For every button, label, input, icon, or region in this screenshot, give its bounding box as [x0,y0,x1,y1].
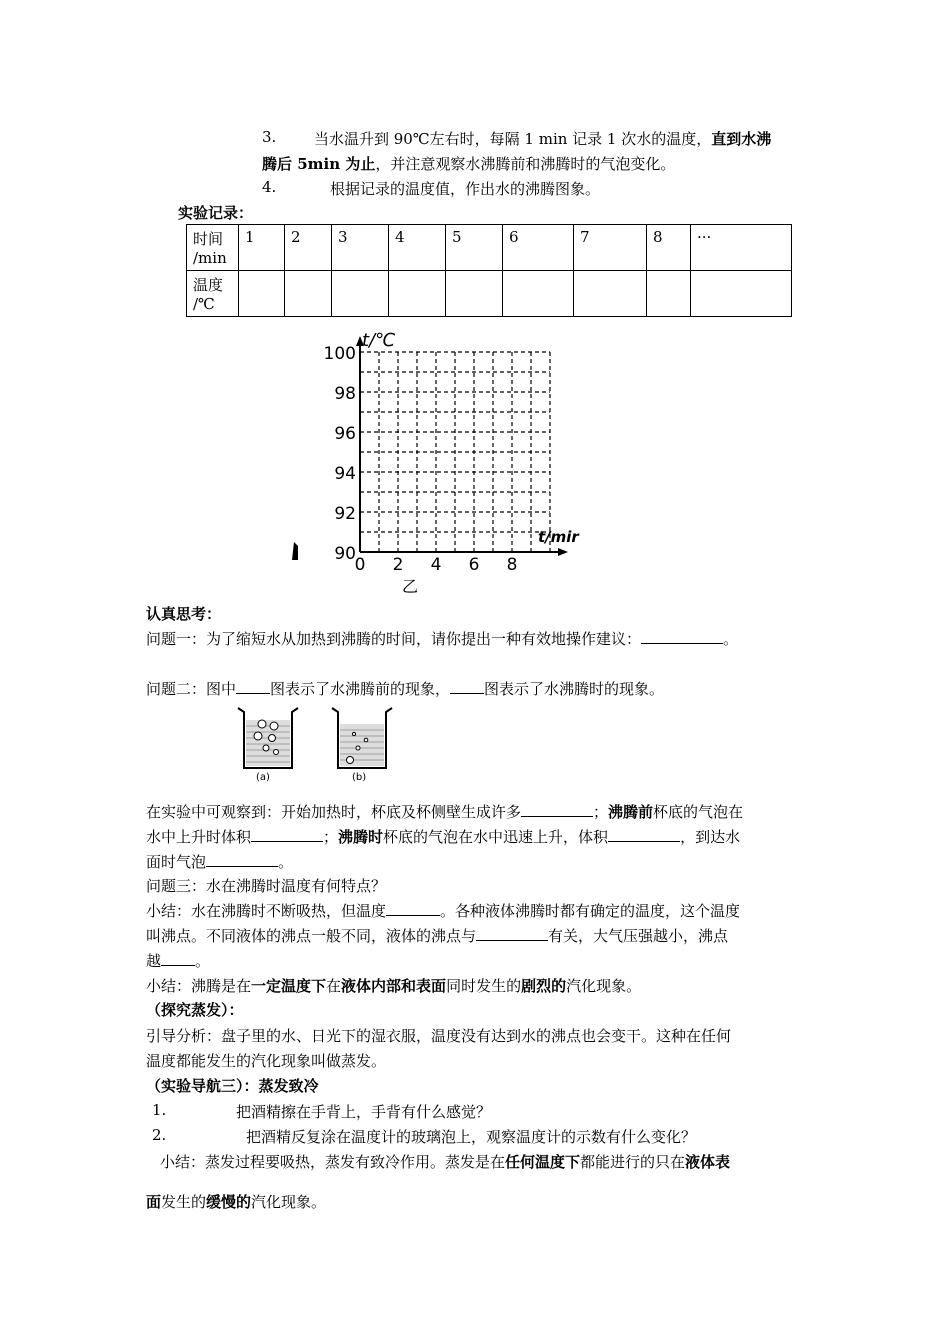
temp-cell[interactable] [446,271,503,317]
boiling-chart [290,330,590,602]
sum-bold: 液体内部和表面 [341,977,447,995]
chart-y-axis-label: t/℃ [362,330,396,351]
sum-bold: 缓慢的 [206,1193,252,1211]
sum-text: 小结：水在沸腾时不断吸热，但温度 [146,902,387,920]
y-tick-label: 90 [334,544,356,564]
sum-text: 都能进行的只在 [580,1153,686,1171]
obs-text: ，到达水 [680,828,741,846]
question-2 [146,679,664,699]
obs-sep: ； [593,803,609,821]
y-tick-label: 100 [323,344,356,364]
y-tick-label: 96 [334,424,356,444]
summary-line-2 [146,926,728,946]
step-3-line1 [314,128,771,149]
beaker-b-label: (b) [352,772,367,783]
answer-blank[interactable] [476,926,548,941]
temp-header-cell [187,271,239,317]
time-cell: 1 [239,225,285,271]
question-3: 问题三：水在沸腾时温度有何特点？ [146,877,387,895]
summary-line-4 [146,976,641,996]
time-header-cell [187,225,239,271]
item-2-text: 把酒精反复涂在温度计的玻璃泡上，观察温度计的示数有什么变化？ [246,1128,697,1146]
nav-heading: （实验导航三）：蒸发致冷 [146,1077,319,1095]
step-3-line2 [262,153,675,174]
time-cell: 3 [332,225,389,271]
evap-summary-line-1 [160,1151,730,1172]
question-1-text: 问题一：为了缩短水从加热到沸腾的时间，请你提出一种有效地操作建议： [146,630,642,648]
table-row-temp [187,271,792,317]
temp-cell[interactable] [647,271,691,317]
sum-bold: 剧烈的 [521,977,567,995]
step-4-number: 4. [262,178,277,196]
time-cell: ··· [691,225,792,271]
chart-caption: 乙 [402,577,419,596]
item-1-text: 把酒精擦在手背上，手背有什么感觉？ [236,1103,492,1121]
temp-cell[interactable] [503,271,574,317]
record-table [186,224,792,317]
time-cell: 7 [574,225,647,271]
chart-axes [356,336,568,556]
x-axis-arrow [558,548,568,556]
sum-bold: 一定温度下 [251,977,327,995]
sum-end: 。 [195,952,211,970]
record-heading: 实验记录： [178,204,254,222]
sum-text: 叫沸点。不同液体的沸点一般不同，液体的沸点与 [146,927,477,945]
sum-text: 发生的 [161,1193,207,1211]
answer-blank[interactable] [450,679,484,694]
time-header-label: 时间 [193,230,224,248]
answer-blank[interactable] [251,827,323,842]
beaker-figure [232,704,412,784]
table-row-time [187,225,792,271]
sum-text: 同时发生的 [446,977,522,995]
obs-end: 。 [278,853,294,871]
chart-grid [360,352,550,552]
sum-text: 。各种液体沸腾时都有确定的温度，这个温度 [440,902,741,920]
temp-cell[interactable] [389,271,446,317]
answer-blank[interactable] [641,629,723,644]
step-4-text: 根据记录的温度值，作出水的沸腾图象。 [330,180,601,198]
temp-cell[interactable] [332,271,389,317]
step-3-bold-2: 腾后 5min 为止 [262,155,376,173]
beaker-a-label: (a) [256,772,270,783]
obs-bold: 沸腾时 [338,828,384,846]
temp-cell[interactable] [239,271,285,317]
step-3-bold: 直到水沸 [711,130,772,148]
answer-blank[interactable] [206,852,278,867]
item-1-number: 1. [152,1101,167,1119]
temp-header-unit: /℃ [193,295,215,313]
question-1-end: 。 [723,630,739,648]
item-2-number: 2. [152,1126,167,1144]
question-2-text-b: 图表示了水沸腾前的现象， [270,680,451,698]
evap-guide-2: 温度都能发生的汽化现象叫做蒸发。 [146,1052,387,1070]
sum-text: 汽化现象。 [251,1193,327,1211]
chart-x-axis-label: t/mir [538,528,579,546]
x-tick-label: 8 [506,555,518,575]
obs-text: 水中上升时体积 [146,828,252,846]
question-2-text-c: 图表示了水沸腾时的现象。 [484,680,665,698]
answer-blank[interactable] [386,901,440,916]
temp-cell[interactable] [691,271,792,317]
time-cell: 8 [647,225,691,271]
step-3-text-2: ，并注意观察水沸腾前和沸腾时的气泡变化。 [375,155,676,173]
time-cell: 4 [389,225,446,271]
step-3-number: 3. [262,128,277,146]
sum-bold: 液体表 [685,1153,731,1171]
x-tick-label: 6 [468,555,480,575]
question-2-text-a: 问题二：图中 [146,680,237,698]
time-header-unit: /min [193,249,227,267]
answer-blank[interactable] [161,951,195,966]
beaker-a [238,708,298,783]
temp-cell[interactable] [285,271,332,317]
time-cell: 5 [446,225,503,271]
y-tick-label: 98 [334,384,356,404]
obs-sep: ； [323,828,339,846]
observation-line-3 [146,852,293,872]
step-3-text: 当水温升到 90℃左右时，每隔 1 min 记录 1 次水的温度， [314,130,712,148]
summary-line-1 [146,901,740,921]
y-tick-label: 92 [334,504,356,524]
evap-heading: （探究蒸发）： [146,1001,244,1019]
sum-text: 越 [146,952,162,970]
answer-blank[interactable] [608,827,680,842]
sum-text: 小结：蒸发过程要吸热，蒸发有致冷作用。蒸发是在 [160,1153,506,1171]
sum-text: 在 [326,977,342,995]
question-1 [146,629,738,649]
sum-bold: 任何温度下 [505,1153,581,1171]
time-cell: 2 [285,225,332,271]
x-tick-label: 4 [430,555,442,575]
sum-text: 汽化现象。 [566,977,642,995]
chart-ticks [324,344,518,575]
observation-line-1 [146,802,743,822]
x-tick-label: 2 [392,555,404,575]
temp-header-label: 温度 [193,276,224,294]
stray-mark [292,542,298,560]
evap-guide-1: 引导分析：盘子里的水、日光下的湿衣服，温度没有达到水的沸点也会变干。这种在任何 [146,1027,732,1045]
x-tick-label: 0 [354,555,366,575]
answer-blank[interactable] [521,802,593,817]
sum-text: 小结：沸腾是在 [146,977,252,995]
sum-text: 有关，大气压强越小，沸点 [548,927,729,945]
obs-text: 杯底的气泡在 [653,803,744,821]
evap-summary-line-2 [146,1192,326,1212]
think-heading: 认真思考： [146,605,222,623]
observation-line-2 [146,827,740,847]
time-cell: 6 [503,225,574,271]
answer-blank[interactable] [236,679,270,694]
obs-bold: 沸腾前 [608,803,654,821]
obs-text: 杯底的气泡在水中迅速上升，体积 [383,828,609,846]
obs-text: 在实验中可观察到：开始加热时，杯底及杯侧壁生成许多 [146,803,522,821]
summary-line-3 [146,951,210,971]
beaker-b [332,708,392,783]
temp-cell[interactable] [574,271,647,317]
sum-bold: 面 [146,1193,162,1211]
obs-text: 面时气泡 [146,853,207,871]
y-tick-label: 94 [334,464,356,484]
